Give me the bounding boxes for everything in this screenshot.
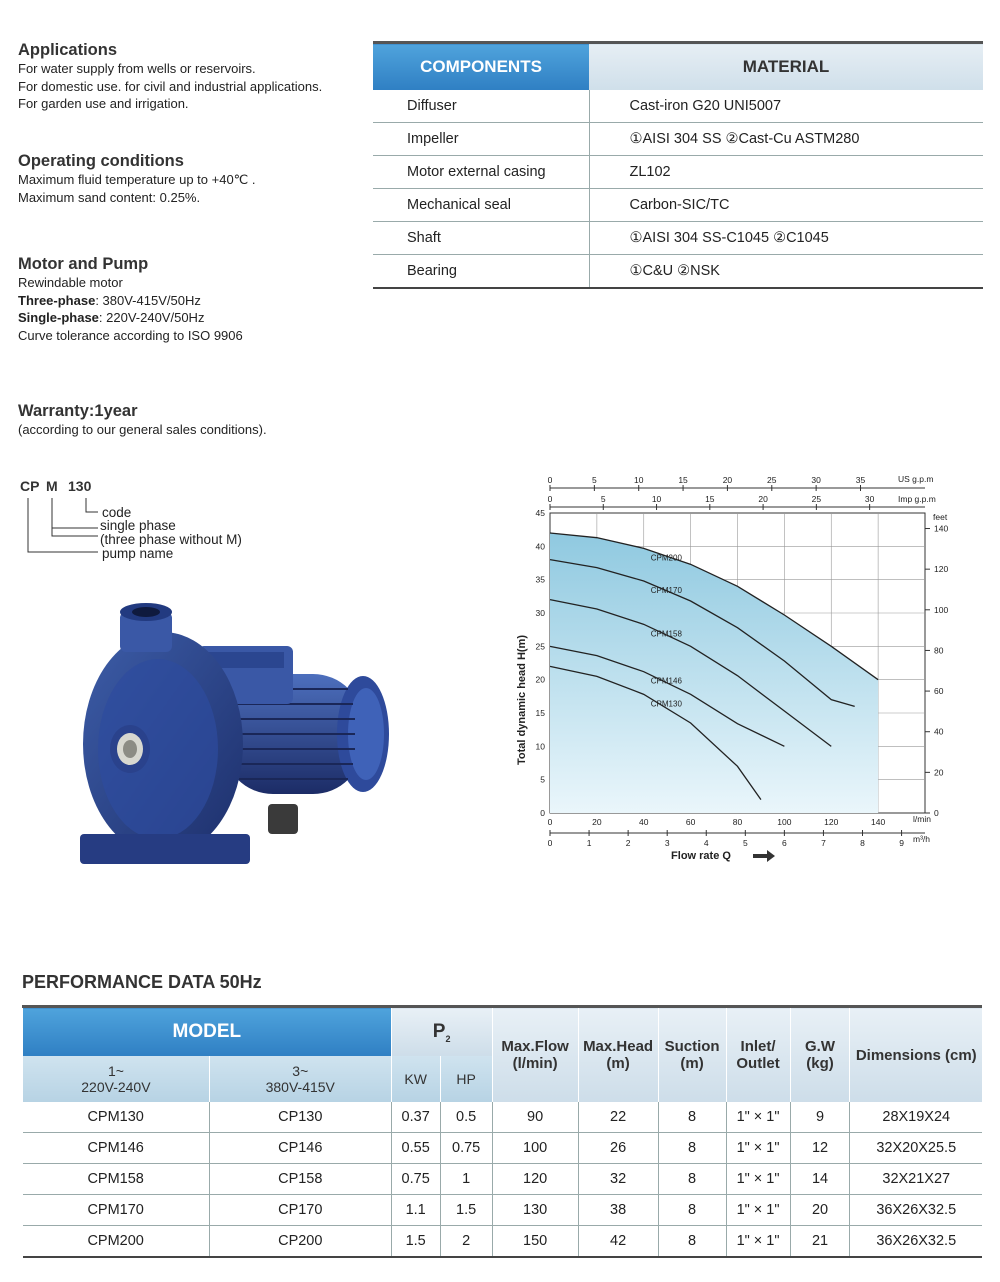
motor-pump-section bbox=[18, 254, 243, 344]
table-cell: 36X26X32.5 bbox=[850, 1226, 982, 1258]
table-cell: 1" × 1" bbox=[726, 1133, 790, 1164]
table-cell: 8 bbox=[658, 1226, 726, 1258]
table-row bbox=[373, 222, 983, 255]
table-cell: 1" × 1" bbox=[726, 1164, 790, 1195]
hp-header: HP bbox=[440, 1056, 492, 1102]
component-name: Motor external casing bbox=[373, 156, 589, 189]
operating-title: Operating conditions bbox=[18, 152, 184, 170]
performance-title: PERFORMANCE DATA 50Hz bbox=[22, 972, 262, 992]
table-cell: CPM130 bbox=[23, 1102, 210, 1133]
code-part-number: 130 bbox=[68, 478, 92, 494]
performance-table bbox=[22, 1005, 982, 1258]
y-tick-label: 40 bbox=[535, 541, 545, 552]
usgpm-tick-label: 15 bbox=[678, 475, 688, 485]
table-cell: CPM158 bbox=[23, 1164, 210, 1195]
usgpm-tick-label: 0 bbox=[547, 475, 553, 485]
table-cell: 0.55 bbox=[391, 1133, 440, 1164]
table-cell: 90 bbox=[492, 1102, 578, 1133]
series-label: CPM170 bbox=[650, 586, 682, 595]
y-tick-label: 25 bbox=[535, 641, 545, 652]
x-tick-label: 20 bbox=[592, 817, 602, 827]
top1-unit-label: US g.p.m bbox=[898, 474, 934, 484]
material-header: MATERIAL bbox=[589, 43, 983, 91]
table-cell: CP146 bbox=[209, 1133, 391, 1164]
x-tick-label: 120 bbox=[824, 817, 839, 827]
component-material: Carbon-SIC/TC bbox=[589, 189, 983, 222]
table-cell: 14 bbox=[790, 1164, 850, 1195]
component-name: Mechanical seal bbox=[373, 189, 589, 222]
table-row bbox=[373, 90, 983, 123]
table-row bbox=[373, 255, 983, 289]
impgpm-tick-label: 25 bbox=[811, 494, 822, 504]
x-unit-label: l/min bbox=[913, 814, 931, 824]
table-row bbox=[23, 1164, 983, 1195]
table-cell: CPM200 bbox=[23, 1226, 210, 1258]
table-cell: 1" × 1" bbox=[726, 1195, 790, 1226]
component-name: Diffuser bbox=[373, 90, 589, 123]
warranty-title: Warranty:1year bbox=[18, 402, 138, 420]
table-row bbox=[23, 1195, 983, 1226]
component-name: Impeller bbox=[373, 123, 589, 156]
table-row bbox=[23, 1133, 983, 1164]
table-cell: 120 bbox=[492, 1164, 578, 1195]
table-cell: 1.5 bbox=[391, 1226, 440, 1258]
m3h-tick-label: 7 bbox=[821, 838, 826, 848]
y-tick-label: 45 bbox=[535, 508, 545, 518]
x-tick-label: 0 bbox=[547, 817, 553, 827]
m3h-tick-label: 0 bbox=[547, 838, 553, 848]
x-tick-label: 60 bbox=[685, 817, 696, 827]
m3h-tick-label: 1 bbox=[586, 838, 592, 848]
table-cell: 32 bbox=[578, 1164, 658, 1195]
table-cell: 0.75 bbox=[391, 1164, 440, 1195]
table-cell: 32X21X27 bbox=[850, 1164, 982, 1195]
applications-line: For water supply from wells or reservoirs. bbox=[18, 61, 256, 76]
table-cell: 0.75 bbox=[440, 1133, 492, 1164]
component-material: ZL102 bbox=[589, 156, 983, 189]
usgpm-tick-label: 10 bbox=[633, 475, 644, 485]
component-material: ①AISI 304 SS-C1045 ②C1045 bbox=[589, 222, 983, 255]
code-label: single phase bbox=[100, 518, 176, 533]
m3h-tick-label: 6 bbox=[782, 838, 787, 848]
table-cell: 1.5 bbox=[440, 1195, 492, 1226]
feet-tick-label: 100 bbox=[934, 604, 949, 615]
table-row bbox=[373, 156, 983, 189]
impgpm-tick-label: 30 bbox=[864, 494, 875, 504]
model-code-legend bbox=[20, 478, 320, 568]
warranty-line: (according to our general sales conditions). bbox=[18, 422, 267, 437]
gw-header: G.W (kg) bbox=[790, 1007, 850, 1103]
max-head-header: Max.Head (m) bbox=[578, 1007, 658, 1103]
x-axis-label: Flow rate Q bbox=[671, 850, 731, 862]
usgpm-tick-label: 20 bbox=[722, 475, 733, 485]
usgpm-tick-label: 5 bbox=[591, 475, 597, 485]
table-cell: 1" × 1" bbox=[726, 1226, 790, 1258]
table-row bbox=[373, 189, 983, 222]
dimensions-header: Dimensions (cm) bbox=[850, 1007, 982, 1103]
table-cell: 130 bbox=[492, 1195, 578, 1226]
table-cell: 28X19X24 bbox=[850, 1102, 982, 1133]
table-cell: 1.1 bbox=[391, 1195, 440, 1226]
table-cell: CP158 bbox=[209, 1164, 391, 1195]
y-tick-label: 30 bbox=[535, 608, 545, 618]
motor-line: Rewindable motor bbox=[18, 275, 123, 290]
y-tick-label: 0 bbox=[540, 808, 545, 818]
series-label: CPM200 bbox=[650, 553, 682, 563]
feet-tick-label: 140 bbox=[934, 523, 949, 534]
model-header: MODEL bbox=[23, 1007, 392, 1057]
component-material: ①C&U ②NSK bbox=[589, 255, 983, 289]
table-cell: CP200 bbox=[209, 1226, 391, 1258]
m3h-tick-label: 4 bbox=[703, 838, 709, 848]
component-name: Bearing bbox=[373, 255, 589, 289]
table-cell: 21 bbox=[790, 1226, 850, 1258]
code-part-m: M bbox=[46, 478, 58, 494]
x-tick-label: 40 bbox=[639, 817, 649, 827]
table-cell: CPM170 bbox=[23, 1195, 210, 1226]
single-phase-header: 1~ 220V-240V bbox=[23, 1056, 210, 1102]
warranty-section bbox=[18, 401, 267, 439]
motor-three-phase: Three-phase: 380V-415V/50Hz bbox=[18, 292, 201, 308]
arrow-right-icon bbox=[753, 850, 775, 862]
table-cell: 8 bbox=[658, 1195, 726, 1226]
table-cell: CP170 bbox=[209, 1195, 391, 1226]
motor-single-phase: Single-phase: 220V-240V/50Hz bbox=[18, 310, 205, 325]
series-label: CPM130 bbox=[650, 699, 682, 709]
x-tick-label: 80 bbox=[732, 817, 743, 827]
y-tick-label: 35 bbox=[535, 574, 545, 585]
inlet-outlet-header: Inlet/ Outlet bbox=[726, 1007, 790, 1103]
table-cell: 32X20X25.5 bbox=[850, 1133, 982, 1164]
code-label: (three phase without M) bbox=[100, 532, 242, 547]
table-cell: 42 bbox=[578, 1226, 658, 1258]
m3h-tick-label: 9 bbox=[899, 838, 904, 848]
impgpm-tick-label: 10 bbox=[651, 494, 662, 504]
top2-unit-label: Imp g.p.m bbox=[898, 494, 936, 504]
m3h-tick-label: 3 bbox=[664, 838, 670, 848]
right-unit-label: feet bbox=[933, 512, 948, 522]
series-label: CPM146 bbox=[650, 676, 682, 686]
table-cell: 38 bbox=[578, 1195, 658, 1226]
components-table bbox=[373, 41, 983, 289]
component-material: ①AISI 304 SS ②Cast-Cu ASTM280 bbox=[589, 123, 983, 156]
feet-tick-label: 40 bbox=[934, 726, 944, 737]
table-cell: CPM146 bbox=[23, 1133, 210, 1164]
components-header: COMPONENTS bbox=[373, 43, 589, 91]
x2-unit-label: m³/h bbox=[913, 834, 930, 844]
impgpm-tick-label: 0 bbox=[547, 494, 553, 504]
applications-section bbox=[18, 40, 322, 113]
table-cell: 100 bbox=[492, 1133, 578, 1164]
code-label: code bbox=[102, 505, 132, 520]
y-tick-label: 5 bbox=[540, 774, 545, 785]
usgpm-tick-label: 25 bbox=[767, 475, 777, 485]
table-cell: 8 bbox=[658, 1133, 726, 1164]
impgpm-tick-label: 20 bbox=[758, 494, 768, 504]
table-cell: 36X26X32.5 bbox=[850, 1195, 982, 1226]
feet-tick-label: 80 bbox=[934, 645, 944, 656]
usgpm-tick-label: 35 bbox=[855, 475, 866, 485]
table-row bbox=[373, 123, 983, 156]
y-tick-label: 10 bbox=[535, 741, 545, 752]
feet-tick-label: 0 bbox=[934, 808, 939, 818]
table-cell: CP130 bbox=[209, 1102, 391, 1133]
m3h-tick-label: 5 bbox=[742, 838, 748, 848]
feet-tick-label: 60 bbox=[934, 686, 944, 697]
suction-header: Suction (m) bbox=[658, 1007, 726, 1103]
table-row bbox=[23, 1226, 983, 1258]
feet-tick-label: 120 bbox=[934, 564, 949, 575]
impgpm-tick-label: 5 bbox=[600, 494, 606, 504]
table-cell: 12 bbox=[790, 1133, 850, 1164]
table-cell: 8 bbox=[658, 1164, 726, 1195]
m3h-tick-label: 8 bbox=[860, 838, 865, 848]
max-flow-header: Max.Flow (l/min) bbox=[492, 1007, 578, 1103]
table-cell: 1" × 1" bbox=[726, 1102, 790, 1133]
table-cell: 0.37 bbox=[391, 1102, 440, 1133]
code-label: pump name bbox=[102, 546, 174, 561]
motor-line: Curve tolerance according to ISO 9906 bbox=[18, 327, 243, 343]
table-cell: 20 bbox=[790, 1195, 850, 1226]
operating-conditions-section bbox=[18, 151, 256, 206]
table-cell: 8 bbox=[658, 1102, 726, 1133]
table-cell: 22 bbox=[578, 1102, 658, 1133]
applications-title: Applications bbox=[18, 41, 118, 59]
kw-header: KW bbox=[391, 1056, 440, 1102]
y-tick-label: 20 bbox=[535, 674, 545, 685]
y-axis-label: Total dynamic head H(m) bbox=[516, 635, 528, 765]
x-tick-label: 100 bbox=[777, 817, 792, 827]
table-cell: 0.5 bbox=[440, 1102, 492, 1133]
applications-line: For garden use and irrigation. bbox=[18, 96, 189, 111]
table-cell: 1 bbox=[440, 1164, 492, 1195]
impgpm-tick-label: 15 bbox=[705, 494, 715, 504]
code-part-cp: CP bbox=[20, 478, 40, 494]
table-cell: 2 bbox=[440, 1226, 492, 1258]
operating-line: Maximum sand content: 0.25%. bbox=[18, 189, 201, 205]
table-cell: 150 bbox=[492, 1226, 578, 1258]
pump-illustration bbox=[68, 594, 398, 906]
y-tick-label: 15 bbox=[535, 708, 545, 718]
series-label: CPM158 bbox=[650, 629, 682, 639]
motor-title: Motor and Pump bbox=[18, 255, 149, 273]
component-name: Shaft bbox=[373, 222, 589, 255]
three-phase-header: 3~ 380V-415V bbox=[209, 1056, 391, 1102]
operating-line: Maximum fluid temperature up to +40℃ . bbox=[18, 172, 256, 187]
performance-curve-chart bbox=[505, 470, 985, 870]
table-row bbox=[23, 1102, 983, 1133]
table-cell: 9 bbox=[790, 1102, 850, 1133]
x-tick-label: 140 bbox=[871, 817, 886, 827]
p2-header: $P_2$ bbox=[391, 1007, 492, 1057]
table-cell: 26 bbox=[578, 1133, 658, 1164]
applications-line: For domestic use. for civil and industrial applications. bbox=[18, 78, 323, 94]
m3h-tick-label: 2 bbox=[625, 838, 631, 848]
usgpm-tick-label: 30 bbox=[811, 475, 821, 485]
feet-tick-label: 20 bbox=[934, 767, 944, 778]
component-material: Cast-iron G20 UNI5007 bbox=[589, 90, 983, 123]
